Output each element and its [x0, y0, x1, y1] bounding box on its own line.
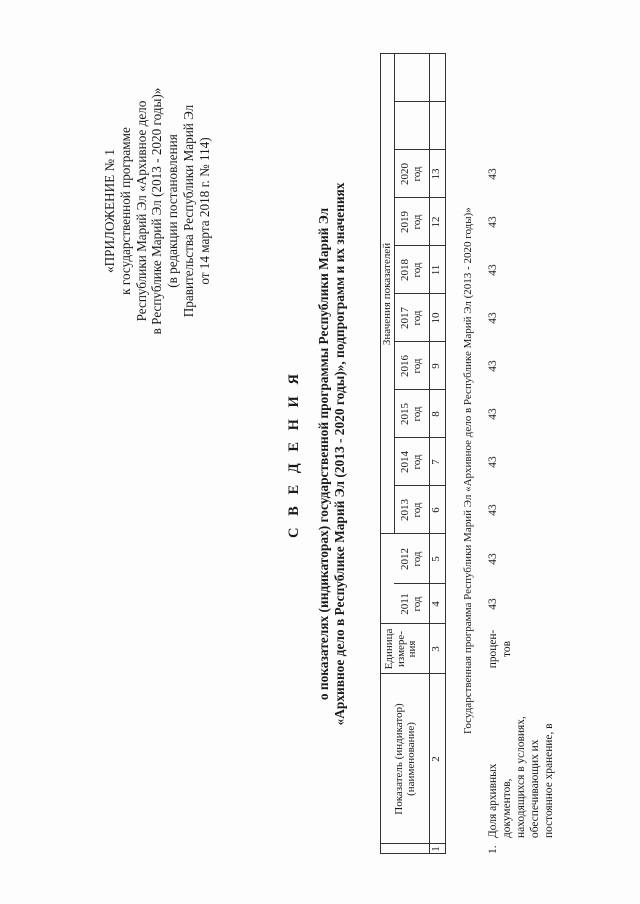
unit-column-header: Единица измере- ния — [383, 628, 418, 670]
column-number: 2 — [430, 756, 442, 762]
appendix-line: Республики Марий Эл «Архивное дело — [133, 100, 149, 322]
year-header: 2016 год — [399, 355, 423, 377]
value-cell: 43 — [487, 360, 499, 372]
value-cell: 43 — [487, 168, 499, 180]
value-cell: 43 — [487, 598, 499, 610]
title-line: «Архивное дело в Республике Марий Эл (2013 - 2020 годы)», подпрограмм и их значениях — [332, 182, 347, 726]
column-number: 9 — [430, 363, 442, 369]
year-header: 2011 год — [399, 593, 423, 615]
indicator-column-header: Показатель (индикатор) (наименование) — [393, 703, 417, 815]
indicators-table-header — [380, 54, 446, 854]
value-cell: 43 — [487, 312, 499, 324]
row-number: 1. — [487, 845, 499, 854]
column-number: 7 — [430, 459, 442, 465]
column-number: 13 — [430, 168, 442, 180]
column-number: 3 — [430, 646, 442, 652]
year-header: 2014 год — [399, 451, 423, 473]
appendix-line: «ПРИЛОЖЕНИЕ № 1 — [102, 149, 117, 273]
value-cell: 43 — [487, 264, 499, 276]
appendix-line: в Республике Марий Эл (2013 - 2020 годы)» — [149, 87, 165, 335]
column-number: 6 — [430, 507, 442, 513]
title-heading: С В Е Д Е Н И Я — [286, 370, 302, 538]
year-header: 2015 год — [399, 403, 423, 425]
indicator-name: Доля архивных документов, находящихся в условиях, обеспечивающих их постоянное хранение, в — [487, 716, 555, 838]
appendix-line: Правительства Республики Марий Эл — [180, 104, 196, 318]
value-cell: 43 — [487, 408, 499, 420]
appendix-line: (в редакции постановления — [165, 134, 181, 288]
column-number: 5 — [430, 556, 442, 562]
value-cell: 43 — [487, 553, 499, 565]
document-title — [286, 154, 348, 754]
value-cell: 43 — [487, 504, 499, 516]
column-number: 8 — [430, 411, 442, 417]
values-header: Значения показателей — [381, 242, 393, 346]
title-line: о показателях (индикаторах) государственной программы Республики Марий Эл — [316, 207, 331, 701]
year-header: 2012 год — [399, 548, 423, 570]
year-header: 2013 год — [399, 499, 423, 521]
column-number: 12 — [430, 216, 442, 228]
year-header: 2017 год — [399, 307, 423, 329]
value-cell: 43 — [487, 456, 499, 468]
year-header: 2020 год — [399, 163, 423, 185]
appendix-line: от 14 марта 2018 г. № 114) — [196, 137, 212, 285]
unit-cell: процен- тов — [487, 629, 513, 669]
year-header: 2018 год — [399, 259, 423, 281]
appendix-note — [102, 46, 213, 376]
column-number: 4 — [430, 601, 442, 607]
section-title: Государственная программа Республики Марий Эл «Архивное дело в Республике Марий Эл (2013 - 2020 годы)» — [462, 207, 474, 734]
column-number: 11 — [430, 264, 442, 276]
value-cell: 43 — [487, 216, 499, 228]
column-number: 10 — [430, 312, 442, 324]
appendix-line: к государственной программе — [117, 127, 133, 295]
year-header: 2019 год — [399, 211, 423, 233]
column-number: 1 — [430, 846, 442, 852]
